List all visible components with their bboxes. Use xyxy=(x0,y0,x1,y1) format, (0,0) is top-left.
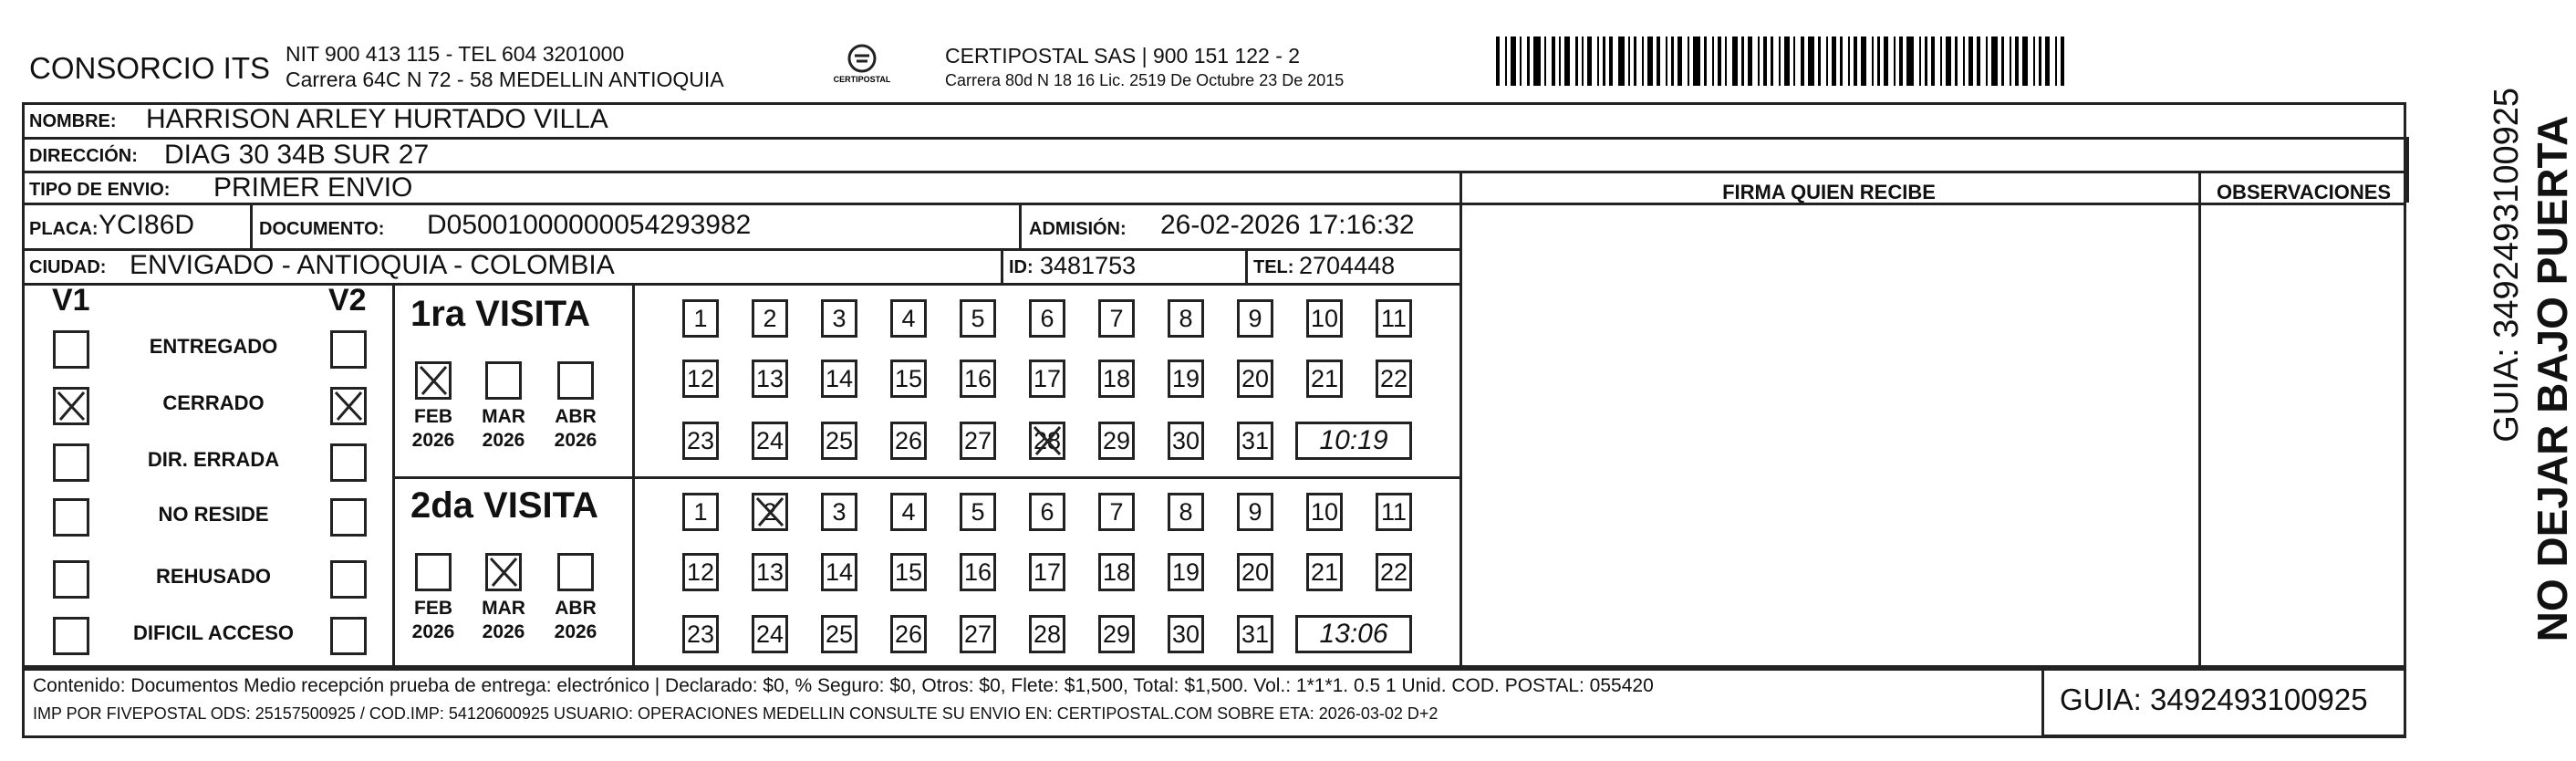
visit2-month-year: 2026 xyxy=(554,621,597,642)
barcode-bar xyxy=(1527,36,1530,86)
visit2-day-box[interactable]: 20 xyxy=(1237,553,1273,591)
barcode-bar xyxy=(1919,36,1921,86)
barcode-bar xyxy=(1793,36,1795,86)
barcode-bar xyxy=(1784,36,1790,86)
reason-label: CERRADO xyxy=(162,391,265,414)
barcode-bar xyxy=(2001,36,2004,86)
visit2-day-box[interactable]: 8 xyxy=(1168,493,1204,531)
barcode-bar xyxy=(1884,36,1888,86)
visit1-day-box[interactable]: 1 xyxy=(682,299,719,338)
v1-checkbox[interactable] xyxy=(53,617,89,655)
id-value: 3481753 xyxy=(1040,252,1137,279)
visit2-day-box[interactable]: 14 xyxy=(821,553,857,591)
visit2-day-box[interactable]: 5 xyxy=(960,493,996,531)
barcode-bar xyxy=(1840,36,1843,86)
carrier-line-2: Carrera 80d N 18 16 Lic. 2519 De Octubre 23 De 2015 xyxy=(945,71,1345,89)
observaciones-header: OBSERVACIONES xyxy=(2216,181,2392,203)
visit2-day-box[interactable]: 29 xyxy=(1098,615,1135,653)
visit1-day-box[interactable]: 11 xyxy=(1376,299,1412,338)
barcode-bar xyxy=(1946,36,1951,86)
visit1-day-box[interactable]: 5 xyxy=(960,299,996,338)
visit1-day-box[interactable]: 3 xyxy=(821,299,857,338)
visit2-day-box[interactable]: 10 xyxy=(1306,493,1343,531)
barcode xyxy=(1496,36,2221,86)
visit1-month-checkbox[interactable] xyxy=(415,361,452,400)
visit1-day-box[interactable]: 10 xyxy=(1306,299,1343,338)
visit1-month-name: MAR xyxy=(482,406,525,427)
svg-text:CERTIPOSTAL: CERTIPOSTAL xyxy=(833,75,891,84)
visit2-day-box[interactable]: 7 xyxy=(1098,493,1135,531)
reason-label: DIFICIL ACCESO xyxy=(132,621,294,644)
documento-label: DOCUMENTO: xyxy=(259,219,385,239)
visit2-day-box[interactable]: 15 xyxy=(890,553,927,591)
barcode-bar xyxy=(1808,36,1814,86)
barcode-bar xyxy=(1597,36,1599,86)
barcode-bar xyxy=(1544,36,1546,86)
visit2-day-box[interactable]: 11 xyxy=(1376,493,1412,531)
visit1-day-box[interactable]: 4 xyxy=(890,299,927,338)
admision-label: ADMISIÓN: xyxy=(1029,219,1127,239)
visit1-day-box[interactable]: 28 xyxy=(1029,422,1065,460)
visit1-day-box[interactable]: 21 xyxy=(1306,360,1343,398)
footer-line-1: Contenido: Documentos Medio recepción prueba de entrega: electrónico | Declarado: $0, % Seguro: $0, Otros: $0, Flete: $1,500, Total: $1,500. Vol.: 1*1*1. 0.5 1 Unid. COD. POSTAL: 055420 xyxy=(33,675,1654,696)
certipostal-logo xyxy=(826,40,898,91)
barcode-bar xyxy=(1634,36,1636,86)
visit1-month-name: ABR xyxy=(555,406,597,427)
visit2-day-box[interactable]: 17 xyxy=(1029,553,1065,591)
barcode-bar xyxy=(1552,36,1555,86)
barcode-bar xyxy=(1587,36,1592,86)
sender-name: CONSORCIO ITS xyxy=(29,51,271,85)
barcode-bar xyxy=(1861,36,1866,86)
visit2-day-box[interactable]: 3 xyxy=(821,493,857,531)
ciudad-value: ENVIGADO - ANTIOQUIA - COLOMBIA xyxy=(130,250,615,280)
footer-line-2: IMP POR FIVEPOSTAL ODS: 25157500925 / COD.IMP: 54120600925 USUARIO: OPERACIONES MEDELLIN CONSULTE SU ENVIO EN: CERTIPOSTAL.COM SOBRE ETA: 2026-03-02 D+2 xyxy=(33,704,1439,723)
barcode-bar xyxy=(1940,36,1942,86)
barcode-bar xyxy=(1955,36,1958,86)
v1-checkbox[interactable] xyxy=(53,330,89,369)
barcode-bar xyxy=(1732,36,1738,86)
visit2-month-checkbox[interactable] xyxy=(557,553,594,591)
visit2-day-box[interactable]: 24 xyxy=(752,615,788,653)
visit1-day-box[interactable]: 29 xyxy=(1098,422,1135,460)
barcode-bar xyxy=(1688,36,1689,86)
tipo-envio-label: TIPO DE ENVIO: xyxy=(29,180,171,200)
visit1-day-box[interactable]: 20 xyxy=(1237,360,1273,398)
tel-label: TEL: xyxy=(1253,257,1294,277)
visit1-day-box[interactable]: 27 xyxy=(960,422,996,460)
barcode-bar xyxy=(1618,36,1625,86)
visit2-month-name: FEB xyxy=(414,598,452,619)
documento-value: D05001000000054293982 xyxy=(427,210,752,240)
barcode-bar xyxy=(1678,36,1682,86)
side-text xyxy=(2415,88,2576,657)
v2-checkbox[interactable] xyxy=(330,387,367,425)
visit1-day-box[interactable]: 16 xyxy=(960,360,996,398)
visit1-time-box[interactable]: 10:19 xyxy=(1295,422,1412,460)
barcode-bar xyxy=(1991,36,1998,86)
visit1-day-box[interactable]: 8 xyxy=(1168,299,1204,338)
visit1-month-name: FEB xyxy=(414,406,452,427)
v2-checkbox[interactable] xyxy=(330,560,367,599)
visit1-day-box[interactable]: 6 xyxy=(1029,299,1065,338)
visit2-day-box[interactable]: 26 xyxy=(890,615,927,653)
visit2-month-checkbox[interactable] xyxy=(415,553,452,591)
barcode-bar xyxy=(1564,36,1570,86)
barcode-bar xyxy=(1748,36,1752,86)
visit1-day-box[interactable]: 23 xyxy=(682,422,719,460)
barcode-bar xyxy=(1559,36,1561,86)
visit2-day-box[interactable]: 9 xyxy=(1237,493,1273,531)
barcode-bar xyxy=(1963,36,1965,86)
barcode-bar xyxy=(1628,36,1630,86)
sender-line-1: NIT 900 413 115 - TEL 604 3201000 xyxy=(286,42,625,66)
visit1-day-box[interactable]: 19 xyxy=(1168,360,1204,398)
visit2-month-checkbox[interactable] xyxy=(485,553,522,591)
visit2-day-box[interactable]: 21 xyxy=(1306,553,1343,591)
placa-value: YCI86D xyxy=(99,210,195,240)
barcode-bar xyxy=(1872,36,1874,86)
reason-label: NO RESIDE xyxy=(158,503,269,526)
visit2-day-box[interactable]: 19 xyxy=(1168,553,1204,591)
barcode-bar xyxy=(1582,36,1584,86)
visit2-month-year: 2026 xyxy=(482,621,525,642)
barcode-bar xyxy=(1704,36,1707,86)
placa-label: PLACA: xyxy=(29,219,99,239)
reason-label: REHUSADO xyxy=(156,565,271,588)
barcode-bar xyxy=(1671,36,1674,86)
v1-checkbox[interactable] xyxy=(53,498,89,537)
barcode-bar xyxy=(1832,36,1836,86)
ciudad-label: CIUDAD: xyxy=(29,257,107,277)
barcode-bar xyxy=(2015,36,2019,86)
visit1-day-box[interactable]: 24 xyxy=(752,422,788,460)
barcode-bar xyxy=(1647,36,1653,86)
barcode-bar xyxy=(1801,36,1804,86)
visit1-day-box[interactable]: 13 xyxy=(752,360,788,398)
side-guia: GUIA: 3492493100925 xyxy=(2488,88,2526,443)
barcode-bar xyxy=(2061,36,2064,86)
v1-checkbox[interactable] xyxy=(53,387,89,425)
visit1-day-box[interactable]: 2 xyxy=(752,299,788,338)
visit1-day-box[interactable]: 26 xyxy=(890,422,927,460)
sender-line-2: Carrera 64C N 72 - 58 MEDELLIN ANTIOQUIA xyxy=(286,68,724,91)
barcode-bar xyxy=(1609,36,1613,86)
id-label: ID: xyxy=(1009,257,1034,277)
visit2-day-box[interactable]: 27 xyxy=(960,615,996,653)
visit2-month-name: MAR xyxy=(482,598,525,619)
barcode-bar xyxy=(1758,36,1760,86)
reason-label: ENTREGADO xyxy=(149,335,278,358)
visit1-day-box[interactable]: 9 xyxy=(1237,299,1273,338)
visit2-day-box[interactable]: 18 xyxy=(1098,553,1135,591)
visit1-day-box[interactable]: 17 xyxy=(1029,360,1065,398)
barcode-bar xyxy=(2010,36,2011,86)
tipo-envio-value: PRIMER ENVIO xyxy=(213,172,413,203)
visit2-day-box[interactable]: 16 xyxy=(960,553,996,591)
visit2-title: 2da VISITA xyxy=(410,485,598,526)
visit1-day-box[interactable]: 22 xyxy=(1376,360,1412,398)
barcode-bar xyxy=(1968,36,1973,86)
barcode-bar xyxy=(1505,36,1507,86)
visit2-day-box[interactable]: 22 xyxy=(1376,553,1412,591)
barcode-bar xyxy=(1779,36,1781,86)
barcode-bar xyxy=(1520,36,1522,86)
visit2-day-box[interactable]: 31 xyxy=(1237,615,1273,653)
v2-checkbox[interactable] xyxy=(330,498,367,537)
barcode-bar xyxy=(1725,36,1727,86)
direccion-value: DIAG 30 34B SUR 27 xyxy=(164,140,430,170)
visit2-day-box[interactable]: 13 xyxy=(752,553,788,591)
barcode-bar xyxy=(1894,36,1896,86)
visit1-month-checkbox[interactable] xyxy=(557,361,594,400)
visit2-day-box[interactable]: 28 xyxy=(1029,615,1065,653)
visit2-day-box[interactable]: 6 xyxy=(1029,493,1065,531)
barcode-bar xyxy=(1575,36,1578,86)
side-warning: NO DEJAR BAJO PUERTA xyxy=(2529,115,2576,642)
barcode-bar xyxy=(1603,36,1605,86)
visit2-day-box[interactable]: 2 xyxy=(752,493,788,531)
visit1-day-box[interactable]: 14 xyxy=(821,360,857,398)
barcode-bar xyxy=(1931,36,1935,86)
barcode-bar xyxy=(1925,36,1927,86)
barcode-bar xyxy=(1657,36,1660,86)
visit2-day-box[interactable]: 1 xyxy=(682,493,719,531)
visit2-day-box[interactable]: 23 xyxy=(682,615,719,653)
visit2-time-box[interactable]: 13:06 xyxy=(1295,615,1412,653)
barcode-bar xyxy=(1712,36,1714,86)
firma-header: FIRMA QUIEN RECIBE xyxy=(1722,181,1936,203)
barcode-bar xyxy=(1642,36,1644,86)
barcode-bar xyxy=(1877,36,1880,86)
reason-label: DIR. ERRADA xyxy=(147,448,280,471)
direccion-label: DIRECCIÓN: xyxy=(29,146,138,166)
barcode-bar xyxy=(1693,36,1700,86)
visit1-day-box[interactable]: 25 xyxy=(821,422,857,460)
visit2-day-box[interactable]: 12 xyxy=(682,553,719,591)
visit1-day-box[interactable]: 15 xyxy=(890,360,927,398)
v1-checkbox[interactable] xyxy=(53,560,89,599)
visit2-month-name: ABR xyxy=(555,598,597,619)
nombre-label: NOMBRE: xyxy=(29,111,117,131)
barcode-bar xyxy=(1977,36,1980,86)
v2-checkbox[interactable] xyxy=(330,443,367,482)
barcode-bar xyxy=(1511,36,1516,86)
visit1-month-checkbox[interactable] xyxy=(485,361,522,400)
v2-checkbox[interactable] xyxy=(330,617,367,655)
visit2-day-box[interactable]: 30 xyxy=(1168,615,1204,653)
barcode-bar xyxy=(1848,36,1850,86)
visit1-day-box[interactable]: 18 xyxy=(1098,360,1135,398)
visit1-day-box[interactable]: 7 xyxy=(1098,299,1135,338)
visit2-day-box[interactable]: 25 xyxy=(821,615,857,653)
footer-guia: GUIA: 3492493100925 xyxy=(2060,683,2368,716)
v1-header: V1 xyxy=(52,283,90,318)
visit1-month-year: 2026 xyxy=(554,430,597,451)
v2-header: V2 xyxy=(328,283,367,318)
tel-value: 2704448 xyxy=(1299,252,1396,279)
barcode-bar xyxy=(2039,36,2041,86)
barcode-bar xyxy=(1906,36,1914,86)
visit1-month-year: 2026 xyxy=(411,430,455,451)
barcode-bar xyxy=(1854,36,1857,86)
carrier-line-1: CERTIPOSTAL SAS | 900 151 122 - 2 xyxy=(945,44,1301,68)
visit1-day-box[interactable]: 31 xyxy=(1237,422,1273,460)
barcode-bar xyxy=(2055,36,2057,86)
barcode-bar xyxy=(1899,36,1903,86)
barcode-bar xyxy=(2045,36,2050,86)
barcode-bar xyxy=(2022,36,2028,86)
visit1-month-year: 2026 xyxy=(482,430,525,451)
nombre-value: HARRISON ARLEY HURTADO VILLA xyxy=(146,104,608,134)
barcode-bar xyxy=(1986,36,1988,86)
visit1-day-box[interactable]: 12 xyxy=(682,360,719,398)
visit2-month-year: 2026 xyxy=(411,621,455,642)
barcode-bar xyxy=(1771,36,1773,86)
visit1-day-box[interactable]: 30 xyxy=(1168,422,1204,460)
barcode-bar xyxy=(2033,36,2035,86)
barcode-bar xyxy=(1741,36,1744,86)
barcode-bar xyxy=(1826,36,1828,86)
barcode-bar xyxy=(1533,36,1541,86)
admision-value: 26-02-2026 17:16:32 xyxy=(1160,210,1415,240)
v1-checkbox[interactable] xyxy=(53,443,89,482)
barcode-bar xyxy=(1718,36,1721,86)
visit1-title: 1ra VISITA xyxy=(410,294,591,334)
barcode-bar xyxy=(1763,36,1767,86)
barcode-bar xyxy=(1818,36,1821,86)
visit2-day-box[interactable]: 4 xyxy=(890,493,927,531)
barcode-bar xyxy=(1496,36,1500,86)
v2-checkbox[interactable] xyxy=(330,330,367,369)
barcode-bar xyxy=(1666,36,1667,86)
